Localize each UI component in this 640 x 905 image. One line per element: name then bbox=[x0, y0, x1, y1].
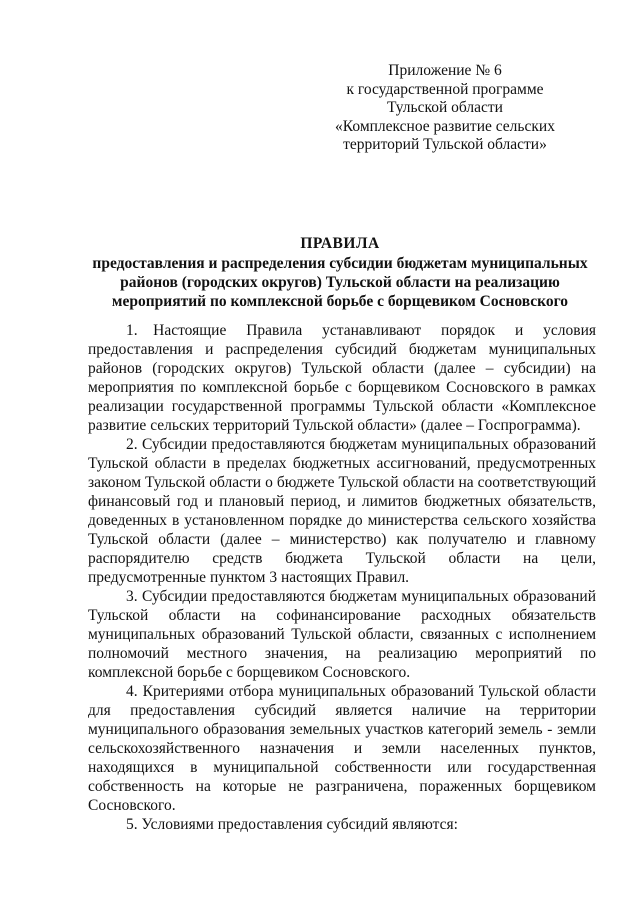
paragraph-4: 4. Критериями отбора муниципальных образований Тульской области для предоставления субсидий является наличие на территории муниципального образования земельных участков категорий земель - земли сельскохозяйственного назначения и земли населенных пунктов, находящихся в муниципальной собственности или государственная собственность на которые не разграничена, пораженных борщевиком Сосновского. bbox=[88, 683, 596, 814]
rules-subtitle-line-1: предоставления и распределения субсидии бюджетам муниципальных bbox=[92, 255, 588, 272]
paragraph-5: 5. Условиями предоставления субсидий являются: bbox=[126, 816, 458, 833]
rules-subtitle-line-2: районов (городских округов) Тульской области на реализацию bbox=[120, 274, 560, 291]
rules-heading: ПРАВИЛА bbox=[300, 235, 380, 252]
appendix-region: Тульской области bbox=[387, 99, 503, 116]
rules-subtitle-line-3: мероприятий по комплексной борьбе с борщевиком Сосновского bbox=[111, 293, 569, 310]
rules-body bbox=[88, 321, 596, 834]
appendix-program-name-1: «Комплексное развитие сельских bbox=[335, 117, 555, 135]
paragraph-2: 2. Субсидии предоставляются бюджетам муниципальных образований Тульской области в пределах бюджетных ассигнований, предусмотренных законом Тульской области о бюджете Тульской области на соответствующий финансовый год и плановый период, и лимитов бюджетных обязательств, доведенных в установленном порядке до министерства сельского хозяйства Тульской области (далее – министерство) как получателю и главному распорядителю средств бюджета Тульской области на цели, предусмотренные пунктом 3 настоящих Правил. bbox=[88, 436, 596, 586]
paragraph-1: 1. Настоящие Правила устанавливают порядок и условия предоставления и распределения субсидий бюджетам муниципальных районов (городских округов) Тульской области (далее – субсидии) на мероприятия по комплексной борьбе с борщевиком Сосновского в рамках реализации государственной программы Тульской области «Комплексное развитие сельских территорий Тульской области» (далее – Госпрограмма). bbox=[88, 322, 596, 434]
appendix-program-name-2: территорий Тульской области» bbox=[343, 136, 547, 153]
appendix-number: Приложение № 6 bbox=[388, 62, 502, 79]
paragraph-3: 3. Субсидии предоставляются бюджетам муниципальных образований Тульской области на софинансирование расходных обязательств муниципальных образований Тульской области, связанных с исполнением полномочий местного значения, на реализацию мероприятий по комплексной борьбе с борщевиком Сосновского. bbox=[88, 588, 596, 681]
rules-title bbox=[70, 234, 610, 311]
appendix-program-ref: к государственной программе bbox=[346, 80, 544, 98]
appendix-header bbox=[330, 62, 560, 155]
